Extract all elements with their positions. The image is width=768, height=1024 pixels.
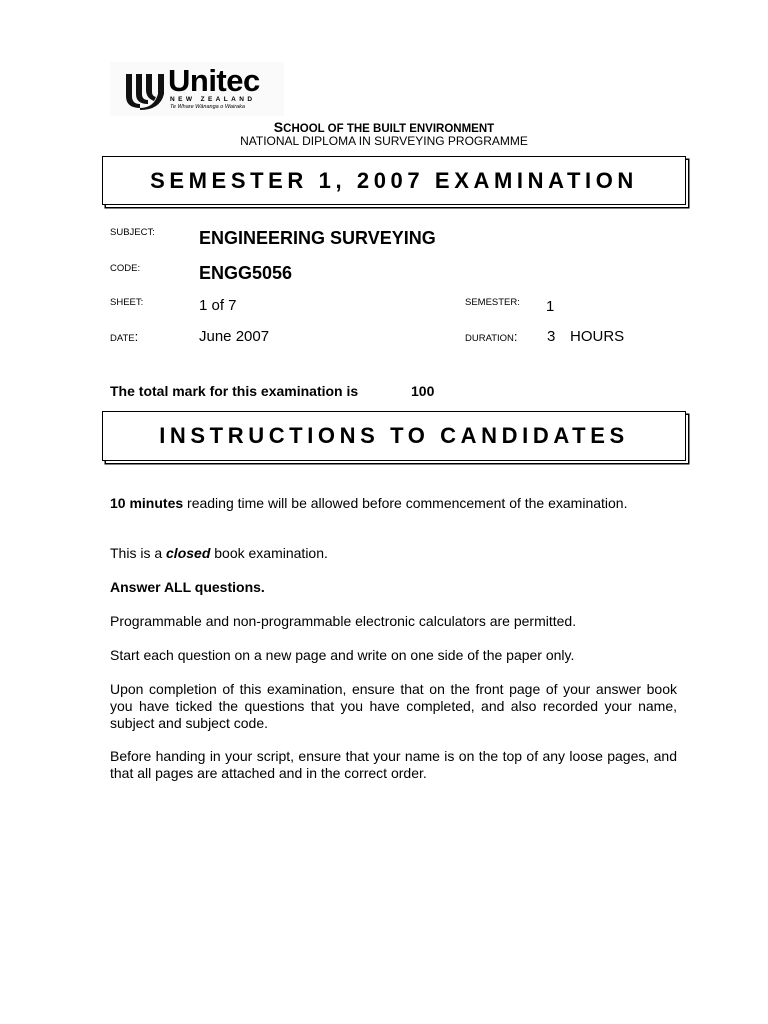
logo-name: Unitec	[168, 63, 260, 98]
reading-time-rest: reading time will be allowed before commencement of the examination.	[183, 495, 628, 511]
total-mark-value: 100	[411, 383, 435, 399]
code-label: CODE:	[110, 263, 141, 274]
total-mark-text: The total mark for this examination is	[110, 383, 359, 399]
instructions-title: INSTRUCTIONS TO CANDIDATES	[159, 423, 629, 448]
date-label	[110, 331, 138, 345]
calculators-paragraph: Programmable and non-programmable electronic calculators are permitted.	[110, 613, 577, 629]
school-first-letter: S	[273, 119, 284, 135]
subject-label: SUBJECT:	[110, 227, 155, 238]
start-each-paragraph: Start each question on a new page and write on one side of the paper only.	[110, 647, 575, 663]
closed-book-paragraph	[110, 545, 677, 562]
closed-post: book examination.	[210, 545, 328, 561]
duration-label	[465, 331, 518, 345]
unitec-emblem-icon	[124, 70, 168, 110]
date-label-text: DATE	[110, 333, 135, 344]
programme-name: NATIONAL DIPLOMA IN SURVEYING PROGRAMME	[240, 134, 528, 148]
handing-in-paragraph: Before handing in your script, ensure that your name is on the top of any loose pages, and that all pages are attached and in the correct order.	[110, 748, 677, 781]
completion-paragraph: Upon completion of this examination, ensure that on the front page of your answer book you have ticked the questions that you have completed, and also recorded your name, subject and subject code.	[110, 681, 677, 731]
closed-pre: This is a	[110, 545, 167, 561]
school-rest: CHOOL OF THE BUILT ENVIRONMENT	[283, 123, 495, 135]
unitec-logo	[110, 62, 284, 116]
date-value: June 2007	[199, 328, 270, 345]
semester-label: SEMESTER:	[465, 297, 520, 308]
reading-time-paragraph	[110, 495, 677, 512]
logo-subtitle: NEW ZEALAND	[170, 96, 256, 103]
sheet-value: 1 of 7	[199, 297, 237, 314]
exam-title-box	[102, 156, 686, 205]
duration-label-text: DURATION	[465, 333, 514, 344]
duration-value: 3	[547, 328, 556, 345]
subject-value: ENGINEERING SURVEYING	[199, 228, 436, 248]
reading-time-bold: 10 minutes	[110, 495, 184, 511]
semester-value: 1	[546, 298, 555, 315]
instructions-title-box	[102, 411, 686, 461]
sheet-label: SHEET:	[110, 297, 144, 308]
code-value: ENGG5056	[199, 263, 293, 283]
logo-tagline: Te Whare Wānanga o Wairaka	[170, 104, 245, 110]
answer-all-paragraph: Answer ALL questions.	[110, 579, 265, 595]
duration-label-colon: :	[513, 329, 518, 344]
date-label-colon: :	[134, 329, 139, 344]
exam-title: SEMESTER 1, 2007 EXAMINATION	[150, 167, 638, 193]
duration-unit: HOURS	[570, 328, 625, 345]
closed-emphasis: closed	[166, 545, 211, 561]
